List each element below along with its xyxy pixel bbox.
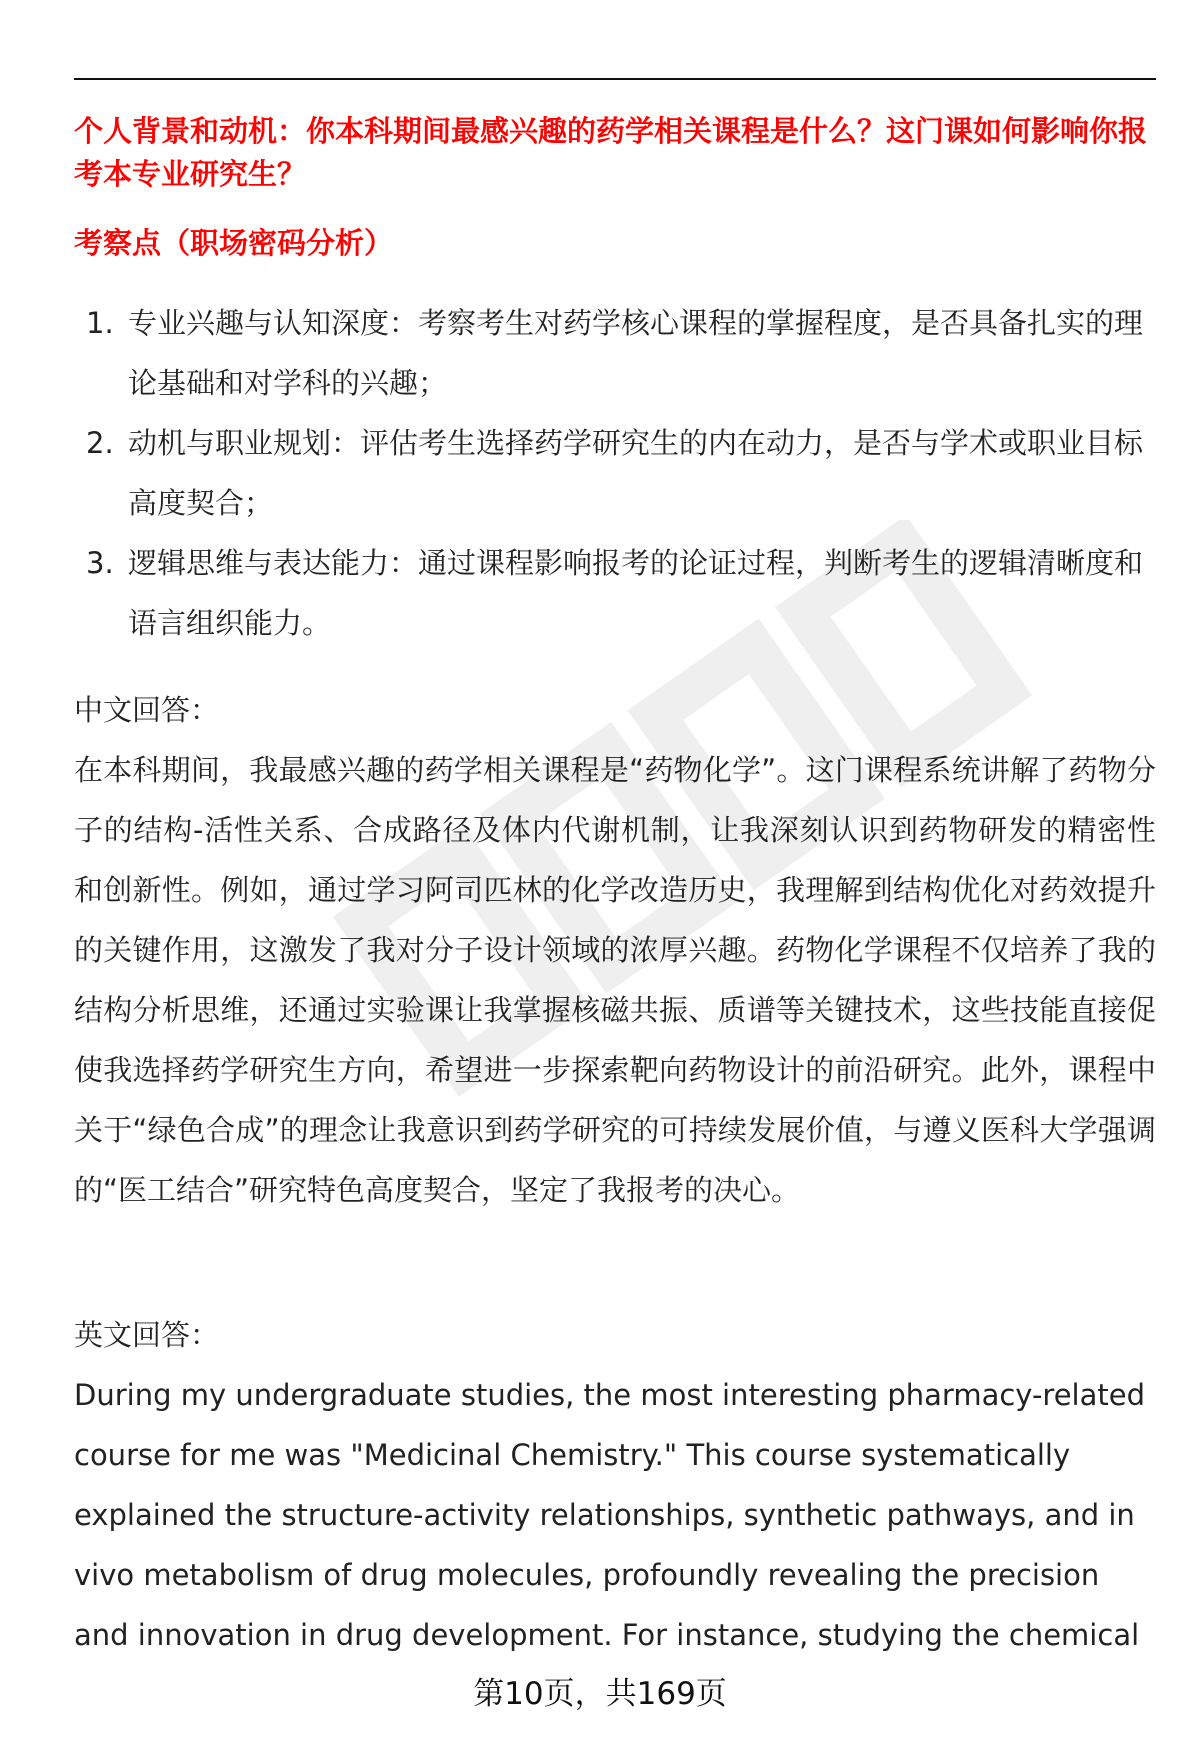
top-divider [74,78,1156,80]
point-number: 2. [86,426,114,460]
english-answer-text: During my undergraduate studies, the most interesting pharmacy-related course for me was "Medicinal Chemistry." This course systematically explained the structure-activity relationships, synthetic pathways, and in vivo metabolism of drug molecules, profoundly revealing the precision and innovation in drug development. For instance, studying the chemical [74,1378,1146,1652]
english-answer-label: 英文回答： [74,1318,220,1352]
point-text: 专业兴趣与认知深度：考察考生对药学核心课程的掌握程度，是否具备扎实的理论基础和对学科的兴趣； [128,306,1144,400]
page-number-footer: 第10页，共169页 [473,1676,727,1712]
assessment-point [74,413,1156,533]
chinese-answer-label: 中文回答： [74,693,220,727]
assessment-points-list [74,293,1156,653]
point-number: 1. [86,306,114,340]
point-text: 逻辑思维与表达能力：通过课程影响报考的论证过程，判断考生的逻辑清晰度和语言组织能力。 [128,546,1144,640]
point-text: 动机与职业规划：评估考生选择药学研究生的内在动力，是否与学术或职业目标高度契合； [128,426,1144,520]
assessment-point [74,293,1156,413]
chinese-answer-text: 在本科期间，我最感兴趣的药学相关课程是“药物化学”。这门课程系统讲解了药物分子的结构-活性关系、合成路径及体内代谢机制，让我深刻认识到药物研发的精密性和创新性。例如，通过学习阿司匹林的化学改造历史，我理解到结构优化对药效提升的关键作用，这激发了我对分子设计领域的浓厚兴趣。药物化学课程不仅培养了我的结构分析思维，还通过实验课让我掌握核磁共振、质谱等关键技术，这些技能直接促使我选择药学研究生方向，希望进一步探索靶向药物设计的前沿研究。此外，课程中关于“绿色合成”的理念让我意识到药学研究的可持续发展价值，与遵义医科大学强调的“医工结合”研究特色高度契合，坚定了我报考的决心。 [74,753,1156,1207]
assessment-points-heading: 考察点（职场密码分析） [74,226,394,260]
point-number: 3. [86,546,114,580]
assessment-point [74,533,1156,653]
question-heading: 个人背景和动机：你本科期间最感兴趣的药学相关课程是什么？这门课如何影响你报考本专业研究生？ [74,114,1148,191]
